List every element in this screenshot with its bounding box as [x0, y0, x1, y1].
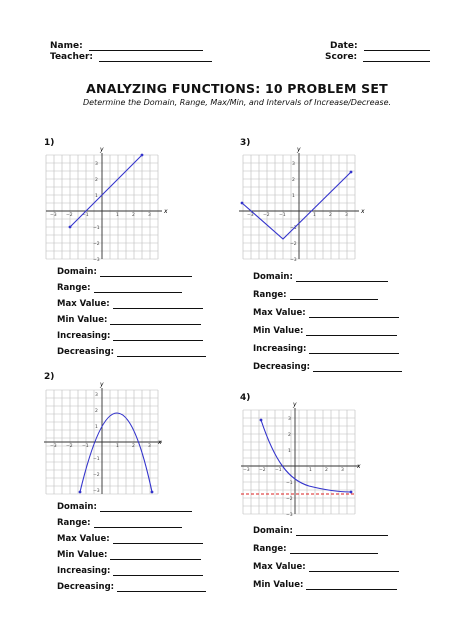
p2-decreasing-field[interactable]	[117, 582, 206, 592]
date-row	[330, 41, 430, 51]
y-axis-label: y	[293, 401, 297, 408]
endpoint	[69, 226, 72, 229]
svg-text:2: 2	[95, 178, 98, 183]
endpoint	[141, 154, 144, 157]
p4-range-row	[253, 544, 378, 554]
svg-text:−3: −3	[290, 258, 297, 263]
p4-min-label: Min Value:	[253, 580, 304, 590]
svg-text:−2: −2	[290, 242, 297, 247]
p2-decreasing-label: Decreasing:	[57, 582, 115, 592]
p2-max-label: Max Value:	[57, 534, 110, 544]
function-curve	[80, 413, 152, 492]
svg-text:−2: −2	[66, 213, 73, 218]
svg-text:1: 1	[116, 213, 119, 218]
p4-domain-field[interactable]	[296, 526, 388, 536]
p2-range-row	[57, 518, 182, 528]
p2-decreasing-row	[57, 582, 206, 592]
svg-text:3: 3	[95, 162, 98, 167]
p3-min-field[interactable]	[306, 326, 397, 336]
p2-min-label: Min Value:	[57, 550, 108, 560]
p2-max-field[interactable]	[113, 534, 203, 544]
x-axis-label: x	[357, 463, 361, 470]
svg-text:1: 1	[313, 213, 316, 218]
svg-text:−1: −1	[82, 213, 89, 218]
svg-text:−1: −1	[93, 226, 100, 231]
p2-max-row	[57, 534, 203, 544]
teacher-label: Teacher:	[50, 52, 94, 62]
p1-range-field[interactable]	[94, 283, 182, 293]
svg-text:−2: −2	[263, 213, 270, 218]
p1-decreasing-field[interactable]	[117, 347, 206, 357]
endpoint	[241, 202, 244, 205]
svg-text:3: 3	[148, 444, 151, 449]
problem-4-number: 4)	[240, 393, 251, 403]
p2-min-field[interactable]	[110, 550, 201, 560]
p1-increasing-field[interactable]	[113, 331, 203, 341]
y-axis-label: y	[100, 146, 104, 153]
page-subtitle: Determine the Domain, Range, Max/Min, and Intervals of Increase/Decrease.	[82, 98, 392, 107]
svg-text:−1: −1	[286, 481, 293, 486]
p2-min-row	[57, 550, 201, 560]
p2-range-label: Range:	[57, 518, 91, 528]
p1-max-row	[57, 299, 203, 309]
svg-text:2: 2	[329, 213, 332, 218]
endpoint	[350, 491, 353, 494]
y-axis-label: y	[100, 381, 104, 388]
svg-text:−1: −1	[93, 457, 100, 462]
x-axis-label: x	[164, 208, 168, 215]
p1-min-label: Min Value:	[57, 315, 108, 325]
p3-domain-field[interactable]	[296, 272, 388, 282]
p1-range-label: Range:	[57, 283, 91, 293]
svg-text:3: 3	[148, 213, 151, 218]
problem-3-number: 3)	[240, 138, 251, 148]
svg-text:1: 1	[292, 194, 295, 199]
problem-1-number: 1)	[44, 138, 55, 148]
svg-text:1: 1	[116, 444, 119, 449]
svg-text:−3: −3	[93, 258, 100, 263]
p3-range-label: Range:	[253, 290, 287, 300]
svg-text:1: 1	[309, 468, 312, 473]
p3-decreasing-field[interactable]	[313, 362, 402, 372]
svg-text:1: 1	[288, 449, 291, 454]
svg-text:−2: −2	[259, 468, 266, 473]
svg-text:2: 2	[132, 444, 135, 449]
problem-2-number: 2)	[44, 372, 55, 382]
p4-domain-row	[253, 526, 388, 536]
p3-domain-row	[253, 272, 388, 282]
p1-min-row	[57, 315, 201, 325]
svg-text:−3: −3	[286, 513, 293, 518]
svg-text:3: 3	[341, 468, 344, 473]
svg-text:−2: −2	[93, 242, 100, 247]
p3-max-label: Max Value:	[253, 308, 306, 318]
name-row	[50, 41, 203, 51]
name-label: Name:	[50, 41, 83, 51]
page-title: ANALYZING FUNCTIONS: 10 PROBLEM SET	[86, 81, 388, 96]
svg-text:2: 2	[95, 409, 98, 414]
svg-text:3: 3	[345, 213, 348, 218]
p3-range-row	[253, 290, 378, 300]
p3-increasing-field[interactable]	[309, 344, 399, 354]
p3-domain-label: Domain:	[253, 272, 293, 282]
name-field[interactable]	[89, 41, 203, 51]
svg-text:2: 2	[325, 468, 328, 473]
svg-text:−1: −1	[290, 226, 297, 231]
p2-domain-row	[57, 502, 192, 512]
p2-range-field[interactable]	[94, 518, 182, 528]
date-field[interactable]	[364, 41, 430, 51]
p1-min-field[interactable]	[110, 315, 201, 325]
p2-domain-label: Domain:	[57, 502, 97, 512]
svg-text:−1: −1	[82, 444, 89, 449]
svg-text:2: 2	[292, 178, 295, 183]
p1-decreasing-row	[57, 347, 206, 357]
p3-decreasing-row	[253, 362, 402, 372]
score-row	[325, 52, 430, 62]
svg-text:−3: −3	[247, 213, 254, 218]
p1-domain-label: Domain:	[57, 267, 97, 277]
p4-max-row	[253, 562, 399, 572]
svg-text:−3: −3	[93, 489, 100, 494]
p2-increasing-label: Increasing:	[57, 566, 111, 576]
p4-range-field[interactable]	[290, 544, 378, 554]
p2-increasing-field[interactable]	[113, 566, 203, 576]
p1-domain-field[interactable]	[100, 267, 192, 277]
p3-decreasing-label: Decreasing:	[253, 362, 311, 372]
svg-text:3: 3	[292, 162, 295, 167]
p2-domain-field[interactable]	[100, 502, 192, 512]
p3-max-row	[253, 308, 399, 318]
p3-increasing-row	[253, 344, 399, 354]
svg-text:1: 1	[95, 425, 98, 430]
p1-max-label: Max Value:	[57, 299, 110, 309]
p4-range-label: Range:	[253, 544, 287, 554]
svg-text:−3: −3	[243, 468, 250, 473]
graph-4	[237, 400, 367, 520]
score-label: Score:	[325, 52, 358, 62]
endpoint	[79, 491, 82, 494]
svg-text:−3: −3	[50, 444, 57, 449]
p2-increasing-row	[57, 566, 203, 576]
svg-text:1: 1	[95, 194, 98, 199]
x-axis-label: x	[158, 439, 162, 446]
y-axis-label: y	[297, 146, 301, 153]
p1-max-field[interactable]	[113, 299, 203, 309]
svg-text:−2: −2	[93, 473, 100, 478]
p3-min-row	[253, 326, 397, 336]
endpoint	[260, 419, 263, 422]
function-curve	[261, 420, 351, 492]
graph-1	[40, 145, 170, 265]
endpoint	[350, 171, 353, 174]
score-field[interactable]	[363, 52, 430, 62]
p1-increasing-label: Increasing:	[57, 331, 111, 341]
svg-text:2: 2	[132, 213, 135, 218]
svg-text:2: 2	[288, 433, 291, 438]
svg-text:3: 3	[288, 417, 291, 422]
svg-text:−1: −1	[275, 468, 282, 473]
p3-range-field[interactable]	[290, 290, 378, 300]
p4-max-field[interactable]	[309, 562, 399, 572]
p1-increasing-row	[57, 331, 203, 341]
p3-min-label: Min Value:	[253, 326, 304, 336]
p3-increasing-label: Increasing:	[253, 344, 307, 354]
svg-text:−2: −2	[66, 444, 73, 449]
p4-domain-label: Domain:	[253, 526, 293, 536]
p4-min-field[interactable]	[306, 580, 397, 590]
svg-text:−3: −3	[50, 213, 57, 218]
svg-text:−2: −2	[286, 497, 293, 502]
teacher-row	[50, 52, 212, 62]
p1-decreasing-label: Decreasing:	[57, 347, 115, 357]
svg-text:−1: −1	[279, 213, 286, 218]
teacher-field[interactable]	[99, 52, 212, 62]
x-axis-label: x	[361, 208, 365, 215]
p4-max-label: Max Value:	[253, 562, 306, 572]
p1-domain-row	[57, 267, 192, 277]
p4-min-row	[253, 580, 397, 590]
svg-text:3: 3	[95, 393, 98, 398]
date-label: Date:	[330, 41, 358, 51]
graph-3	[237, 145, 367, 265]
graph-2	[40, 380, 170, 500]
p3-max-field[interactable]	[309, 308, 399, 318]
endpoint	[151, 491, 154, 494]
p1-range-row	[57, 283, 182, 293]
